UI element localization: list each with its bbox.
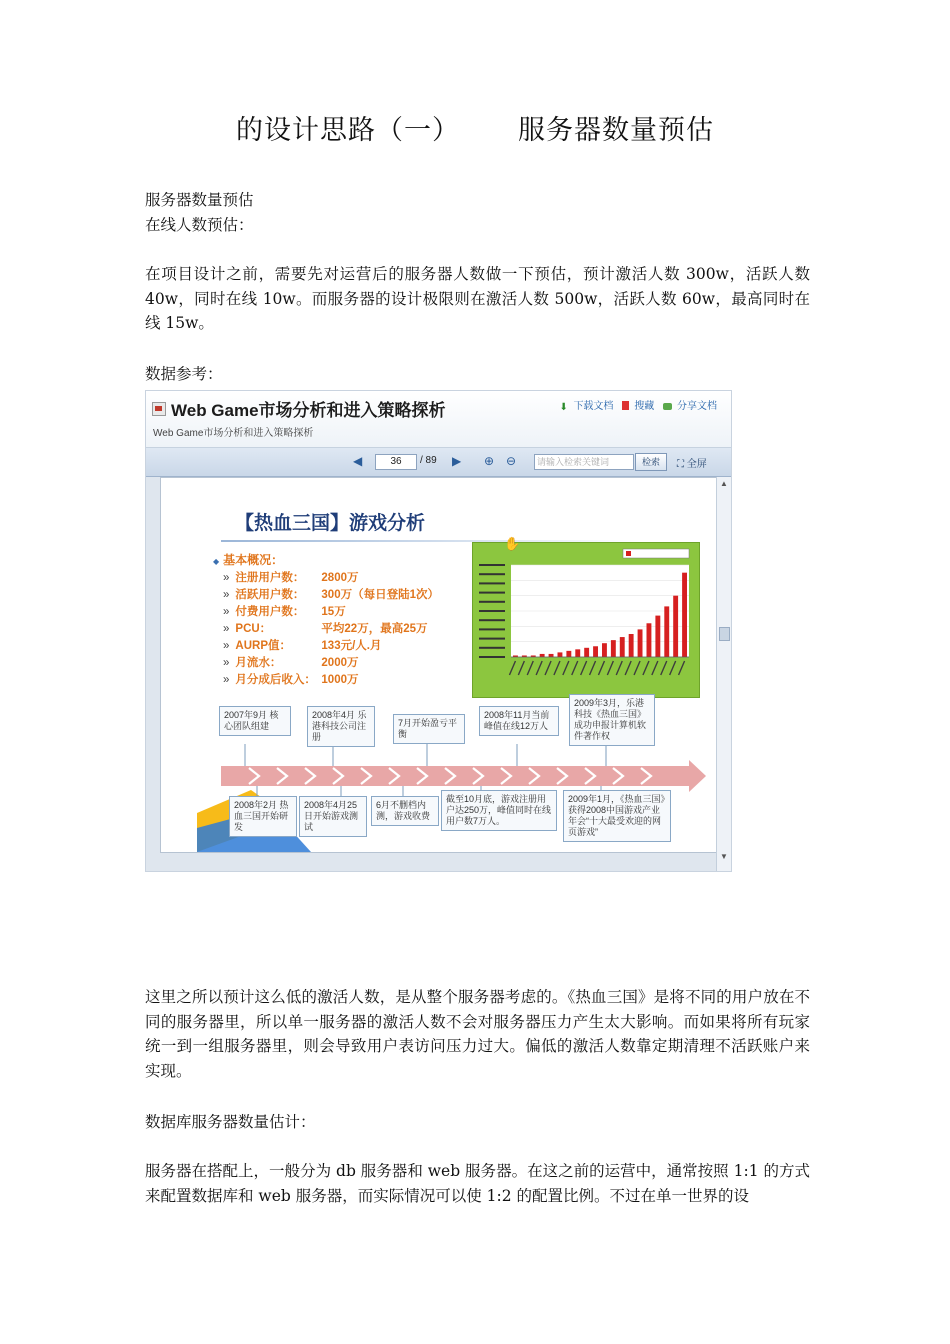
timeline-event-top: 7月开始盈亏平衡	[393, 714, 465, 744]
download-icon: ⬇	[559, 402, 568, 413]
viewer-canvas	[146, 477, 731, 871]
document-icon	[152, 402, 166, 416]
vertical-scrollbar[interactable]	[716, 477, 731, 871]
db-estimate-heading: 数据库服务器数量估计：	[145, 1113, 316, 1131]
scroll-up-icon[interactable]: ▲	[720, 479, 728, 488]
overview-key: AURP值：	[235, 640, 291, 652]
overview-key: 注册用户数：	[235, 572, 305, 584]
search-input[interactable]: 请输入检索关键词	[534, 454, 634, 470]
timeline-event-top: 2008年4月 乐港科技公司注册	[307, 706, 375, 747]
timeline-event-bottom: 2009年1月，《热血三国》获得2008中国游戏产业年会“十大最受欢迎的网页游戏”	[563, 790, 671, 842]
bullet-icon: ◆	[213, 557, 220, 566]
slide	[160, 477, 718, 853]
page-number-input[interactable]: 36	[375, 454, 417, 470]
overview-key: PCU：	[235, 623, 272, 635]
overview-value: 1000万	[321, 674, 359, 686]
paragraph-explanation: 这里之所以预计这么低的激活人数，是从整个服务器考虑的。《热血三国》是将不同的用户放在不同的服务器里，所以单一服务器的激活人数不会对服务器压力产生太大影响。而如果将所有玩家统一到一组服务器里，则会导致用户表访问压力过大。偏低的激活人数靠定期清理不活跃账户来实现。	[145, 988, 810, 1080]
search-button[interactable]: 检索	[635, 453, 667, 471]
page-title	[0, 108, 950, 147]
viewer-toolbar	[146, 448, 731, 477]
paragraph-estimate: 在项目设计之前，需要先对运营后的服务器人数做一下预估，预计激活人数 300w，活跃人数 40w，同时在线 10w。而服务器的设计极限则在激活人数 500w，活跃人数 60w，最高同时在线 15w。	[145, 265, 810, 332]
scroll-thumb[interactable]	[719, 627, 730, 641]
prev-page-icon[interactable]: ◀	[353, 454, 363, 468]
overview-key: 月分成后收入：	[235, 674, 316, 686]
subsection-heading: 在线人数预估：	[145, 216, 254, 234]
download-link[interactable]: ⬇ 下载文档	[559, 401, 614, 413]
overview-value: 133元/人.月	[321, 640, 382, 652]
timeline-event-bottom: 2008年2月 热血三国开始研发	[229, 796, 297, 837]
timeline-event-top: 2009年3月，乐港科技《热血三国》成功申报计算机软件著作权	[569, 694, 655, 746]
overview-key: 付费用户数：	[235, 606, 305, 618]
viewer-actions	[553, 397, 717, 412]
page-total: / 89	[420, 455, 437, 466]
overview-value: 2800万	[321, 572, 359, 584]
section-heading: 服务器数量预估	[145, 191, 254, 209]
overview-value: 15万	[321, 606, 346, 618]
scroll-down-icon[interactable]: ▼	[720, 852, 728, 861]
fullscreen-icon: ⛶	[677, 459, 684, 470]
overview-value: 平均22万，最高25万	[321, 623, 428, 635]
timeline-event-bottom: 截至10月底，游戏注册用户达250万，峰值同时在线用户数7万人。	[441, 790, 557, 831]
timeline-event-bottom: 6月不删档内测，游戏收费	[371, 796, 439, 826]
favorite-link[interactable]: 搜藏	[619, 401, 654, 412]
hand-cursor-icon: ✋	[504, 536, 521, 551]
zoom-in-icon[interactable]: ⊕	[484, 454, 495, 468]
next-page-icon[interactable]: ▶	[452, 454, 462, 468]
viewer-doc-subtitle: Web Game市场分析和进入策略探析	[153, 428, 314, 439]
data-reference-label: 数据参考：	[145, 365, 223, 383]
document-viewer-screenshot	[145, 390, 732, 872]
overview-value: 300万（每日登陆1次）	[321, 589, 439, 601]
viewer-doc-title: Web Game市场分析和进入策略探析	[171, 401, 446, 420]
slide-title: 【热血三国】游戏分析	[235, 513, 426, 534]
overview-heading: ◆ 基本概况：	[213, 553, 284, 567]
fullscreen-button[interactable]: ⛶ 全屏	[677, 459, 707, 470]
zoom-out-icon[interactable]: ⊖	[506, 454, 517, 468]
page-title-left: 的设计思路（一）	[236, 115, 460, 146]
overview-value: 2000万	[321, 657, 359, 669]
share-icon	[663, 403, 672, 410]
overview-key: 活跃用户数：	[235, 589, 305, 601]
viewer-header	[146, 391, 731, 448]
timeline-event-top: 2008年11月当前峰值在线12万人	[479, 706, 559, 736]
share-link[interactable]: 分享文档	[660, 401, 717, 412]
overview-key: 月流水：	[235, 657, 282, 669]
page-title-right: 服务器数量预估	[518, 115, 714, 146]
timeline-event-top: 2007年9月 核心团队组建	[219, 706, 291, 736]
bookmark-icon	[622, 401, 629, 410]
timeline-event-bottom: 2008年4月25日开始游戏测试	[299, 796, 367, 837]
paragraph-server-config: 服务器在搭配上，一般分为 db 服务器和 web 服务器。在这之前的运营中，通常按照 1:1 的方式来配置数据库和 web 服务器，而实际情况可以使 1:2 的配置比例。不过在单一世界的设	[145, 1162, 810, 1205]
